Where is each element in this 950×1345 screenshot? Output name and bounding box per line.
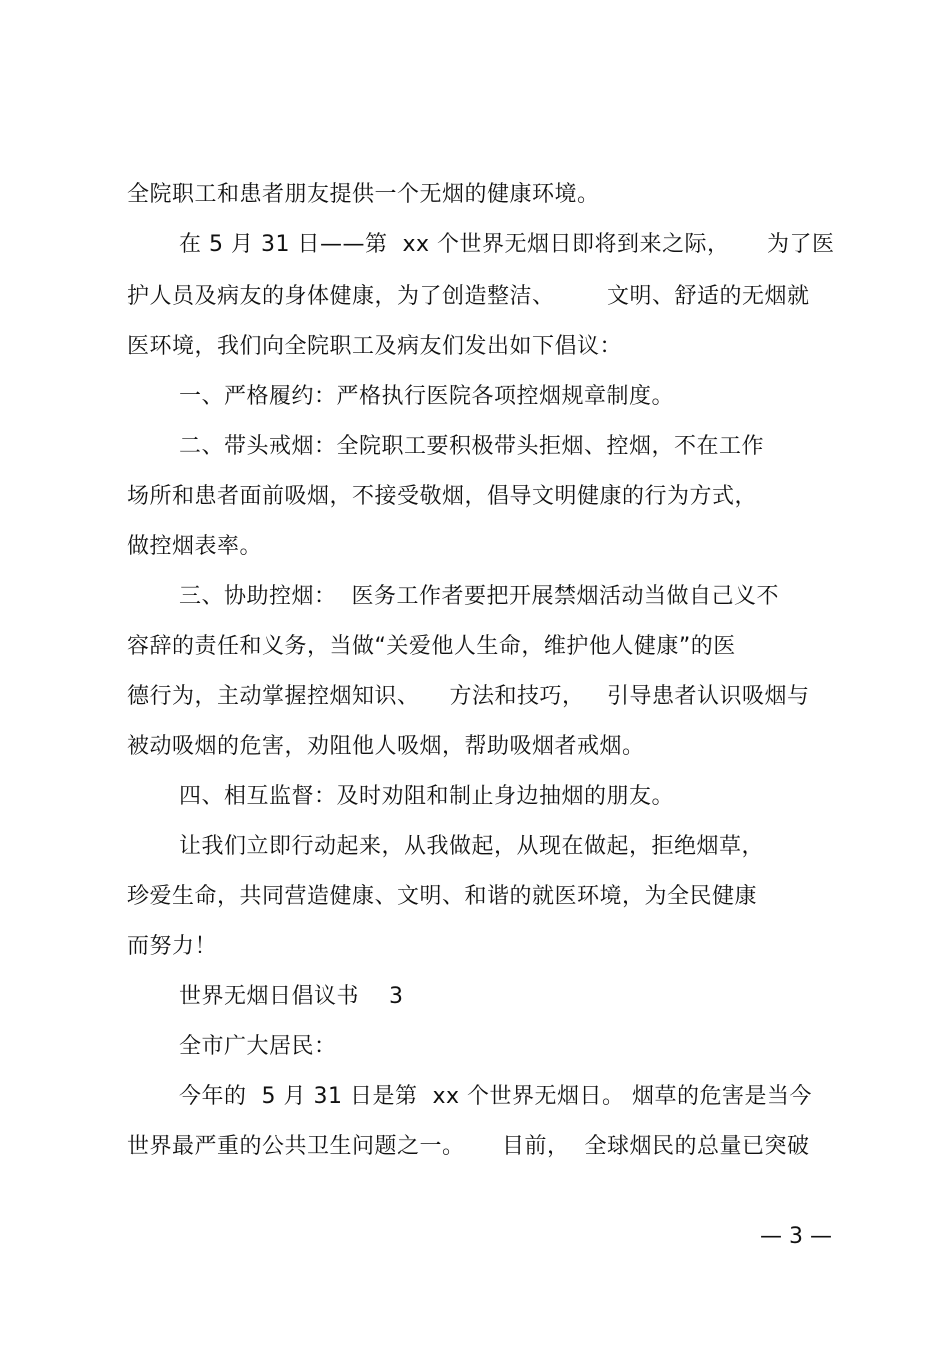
text-line: 做控烟表率。 [127,534,263,559]
text-line: 四、相互监督：及时劝阻和制止身边抽烟的朋友。 [179,784,675,809]
text-line: 在 5 月 31 日——第 xx 个世界无烟日即将到来之际， 为了医 [179,232,835,257]
text-line: 让我们立即行动起来，从我做起，从现在做起，拒绝烟草， [179,834,765,859]
text-line: 德行为，主动掌握控烟知识、 方法和技巧， 引导患者认识吸烟与 [127,684,810,709]
section-title: 世界无烟日倡议书 3 [179,984,404,1009]
text-line: 被动吸烟的危害，劝阻他人吸烟，帮助吸烟者戒烟。 [127,734,645,759]
page-number: — 3 — [760,1224,832,1249]
text-line: 护人员及病友的身体健康，为了创造整洁、 文明、舒适的无烟就 [127,284,810,309]
text-line: 医环境，我们向全院职工及病友们发出如下倡议： [127,334,623,359]
text-line: 珍爱生命，共同营造健康、文明、和谐的就医环境，为全民健康 [127,884,758,909]
text-line: 世界最严重的公共卫生问题之一。 目前， 全球烟民的总量已突破 [127,1134,810,1159]
text-line: 而努力！ [127,934,218,959]
text-line: 全院职工和患者朋友提供一个无烟的健康环境。 [127,182,600,207]
text-line: 今年的 5 月 31 日是第 xx 个世界无烟日。 烟草的危害是当今 [179,1084,812,1109]
text-line: 一、严格履约：严格执行医院各项控烟规章制度。 [179,384,675,409]
text-line: 容辞的责任和义务，当做“关爱他人生命，维护他人健康”的医 [127,634,736,659]
salutation: 全市广大居民： [179,1034,337,1059]
text-line: 二、带头戒烟：全院职工要积极带头拒烟、控烟，不在工作 [179,434,765,459]
text-line: 场所和患者面前吸烟，不接受敬烟，倡导文明健康的行为方式， [127,484,758,509]
text-line: 三、协助控烟： 医务工作者要把开展禁烟活动当做自己义不 [179,584,779,609]
